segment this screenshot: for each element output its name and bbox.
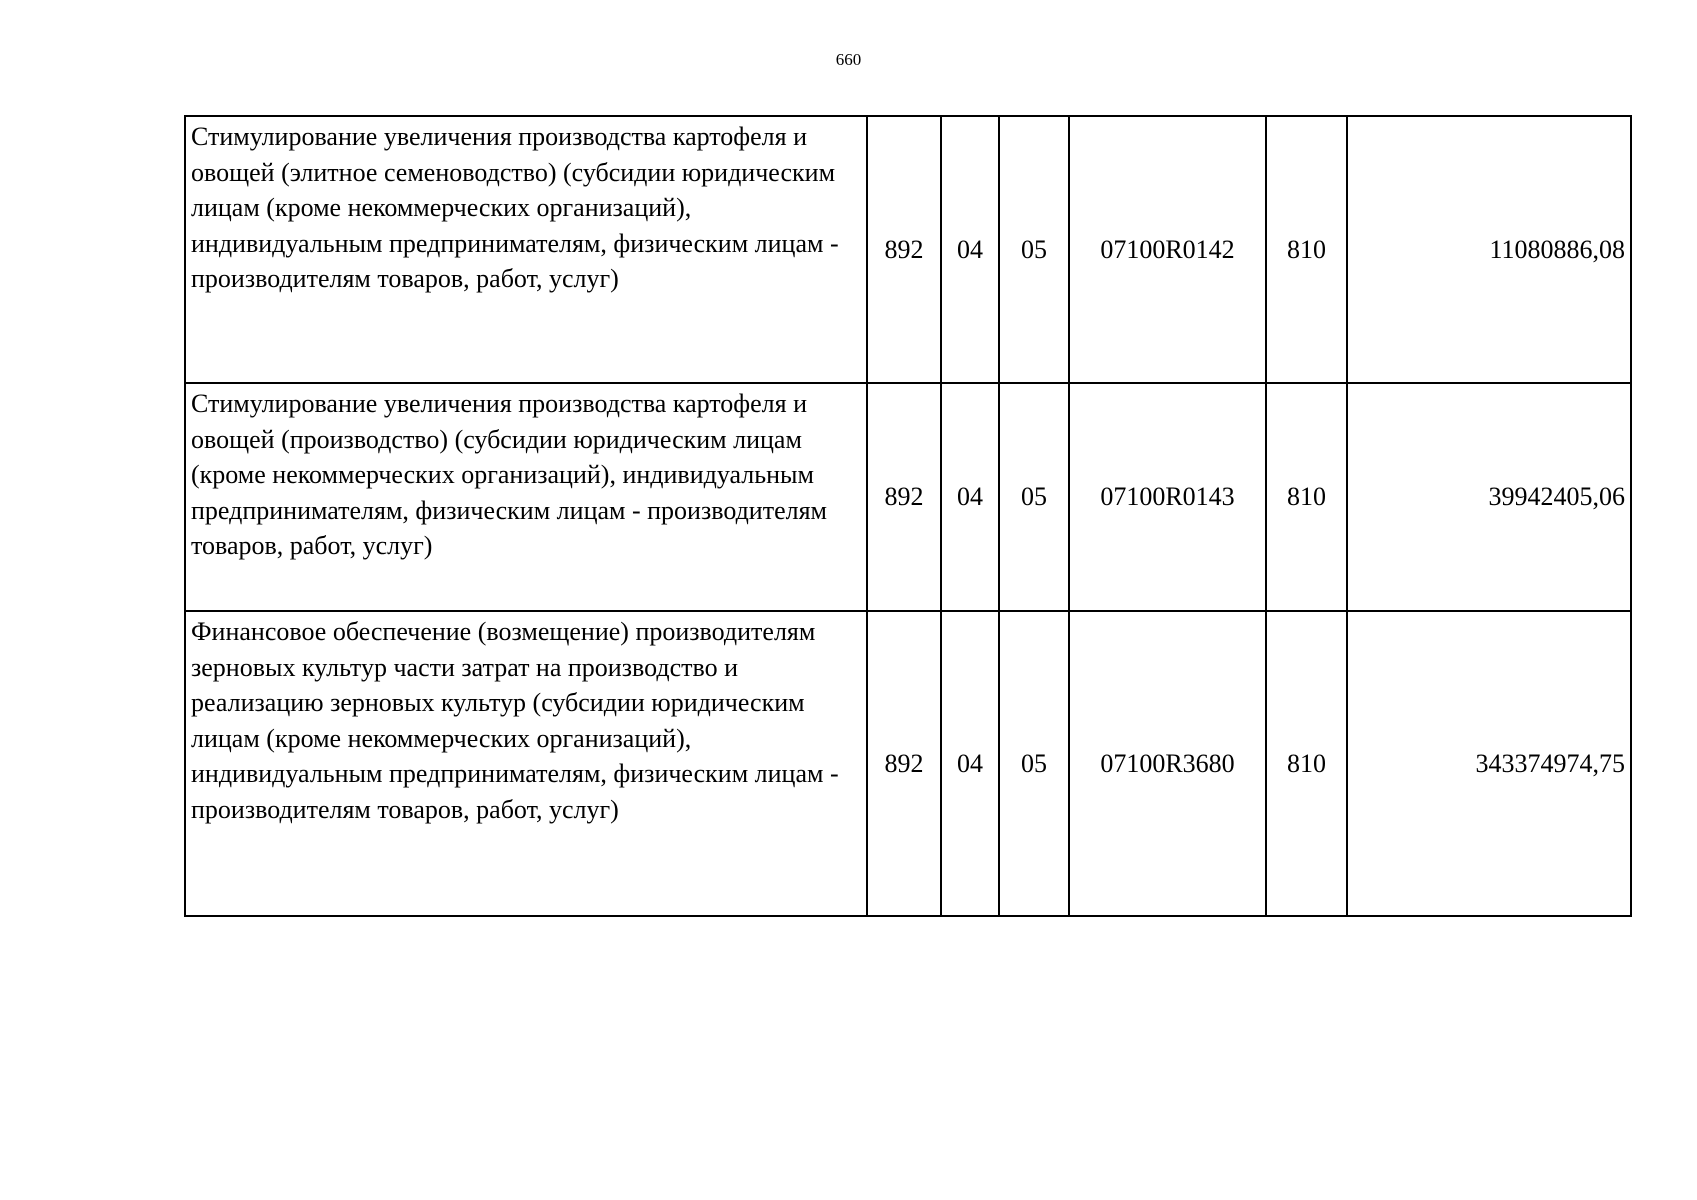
- expense-type-code: 810: [1266, 611, 1347, 916]
- amount-value: 39942405,06: [1347, 383, 1631, 611]
- table-row: [185, 383, 1631, 611]
- expense-type-code: 810: [1266, 383, 1347, 611]
- ministry-code: 892: [867, 383, 941, 611]
- ministry-code: 892: [867, 611, 941, 916]
- table-row: [185, 611, 1631, 916]
- subsection-code: 05: [999, 116, 1069, 383]
- row-description: Стимулирование увеличения производства картофеля и овощей (элитное семеноводство) (субсидии юридическим лицам (кроме некоммерческих организаций), индивидуальным предпринимателям, физическим лицам - производителям товаров, работ, услуг): [185, 116, 867, 383]
- amount-value: 11080886,08: [1347, 116, 1631, 383]
- target-article-code: 07100R3680: [1069, 611, 1266, 916]
- subsection-code: 05: [999, 383, 1069, 611]
- row-description: Финансовое обеспечение (возмещение) производителям зерновых культур части затрат на производство и реализацию зерновых культур (субсидии юридическим лицам (кроме некоммерческих организаций), индивидуальным предпринимателям, физическим лицам - производителям товаров, работ, услуг): [185, 611, 867, 916]
- section-code: 04: [941, 383, 999, 611]
- ministry-code: 892: [867, 116, 941, 383]
- amount-value: 343374974,75: [1347, 611, 1631, 916]
- row-description: Стимулирование увеличения производства картофеля и овощей (производство) (субсидии юридическим лицам (кроме некоммерческих организаций), индивидуальным предпринимателям, физическим лицам - производителям товаров, работ, услуг): [185, 383, 867, 611]
- target-article-code: 07100R0143: [1069, 383, 1266, 611]
- page-number: 660: [835, 50, 862, 69]
- target-article-code: 07100R0142: [1069, 116, 1266, 383]
- section-code: 04: [941, 116, 999, 383]
- budget-table: [184, 115, 1632, 917]
- table-row: [185, 116, 1631, 383]
- expense-type-code: 810: [1266, 116, 1347, 383]
- section-code: 04: [941, 611, 999, 916]
- subsection-code: 05: [999, 611, 1069, 916]
